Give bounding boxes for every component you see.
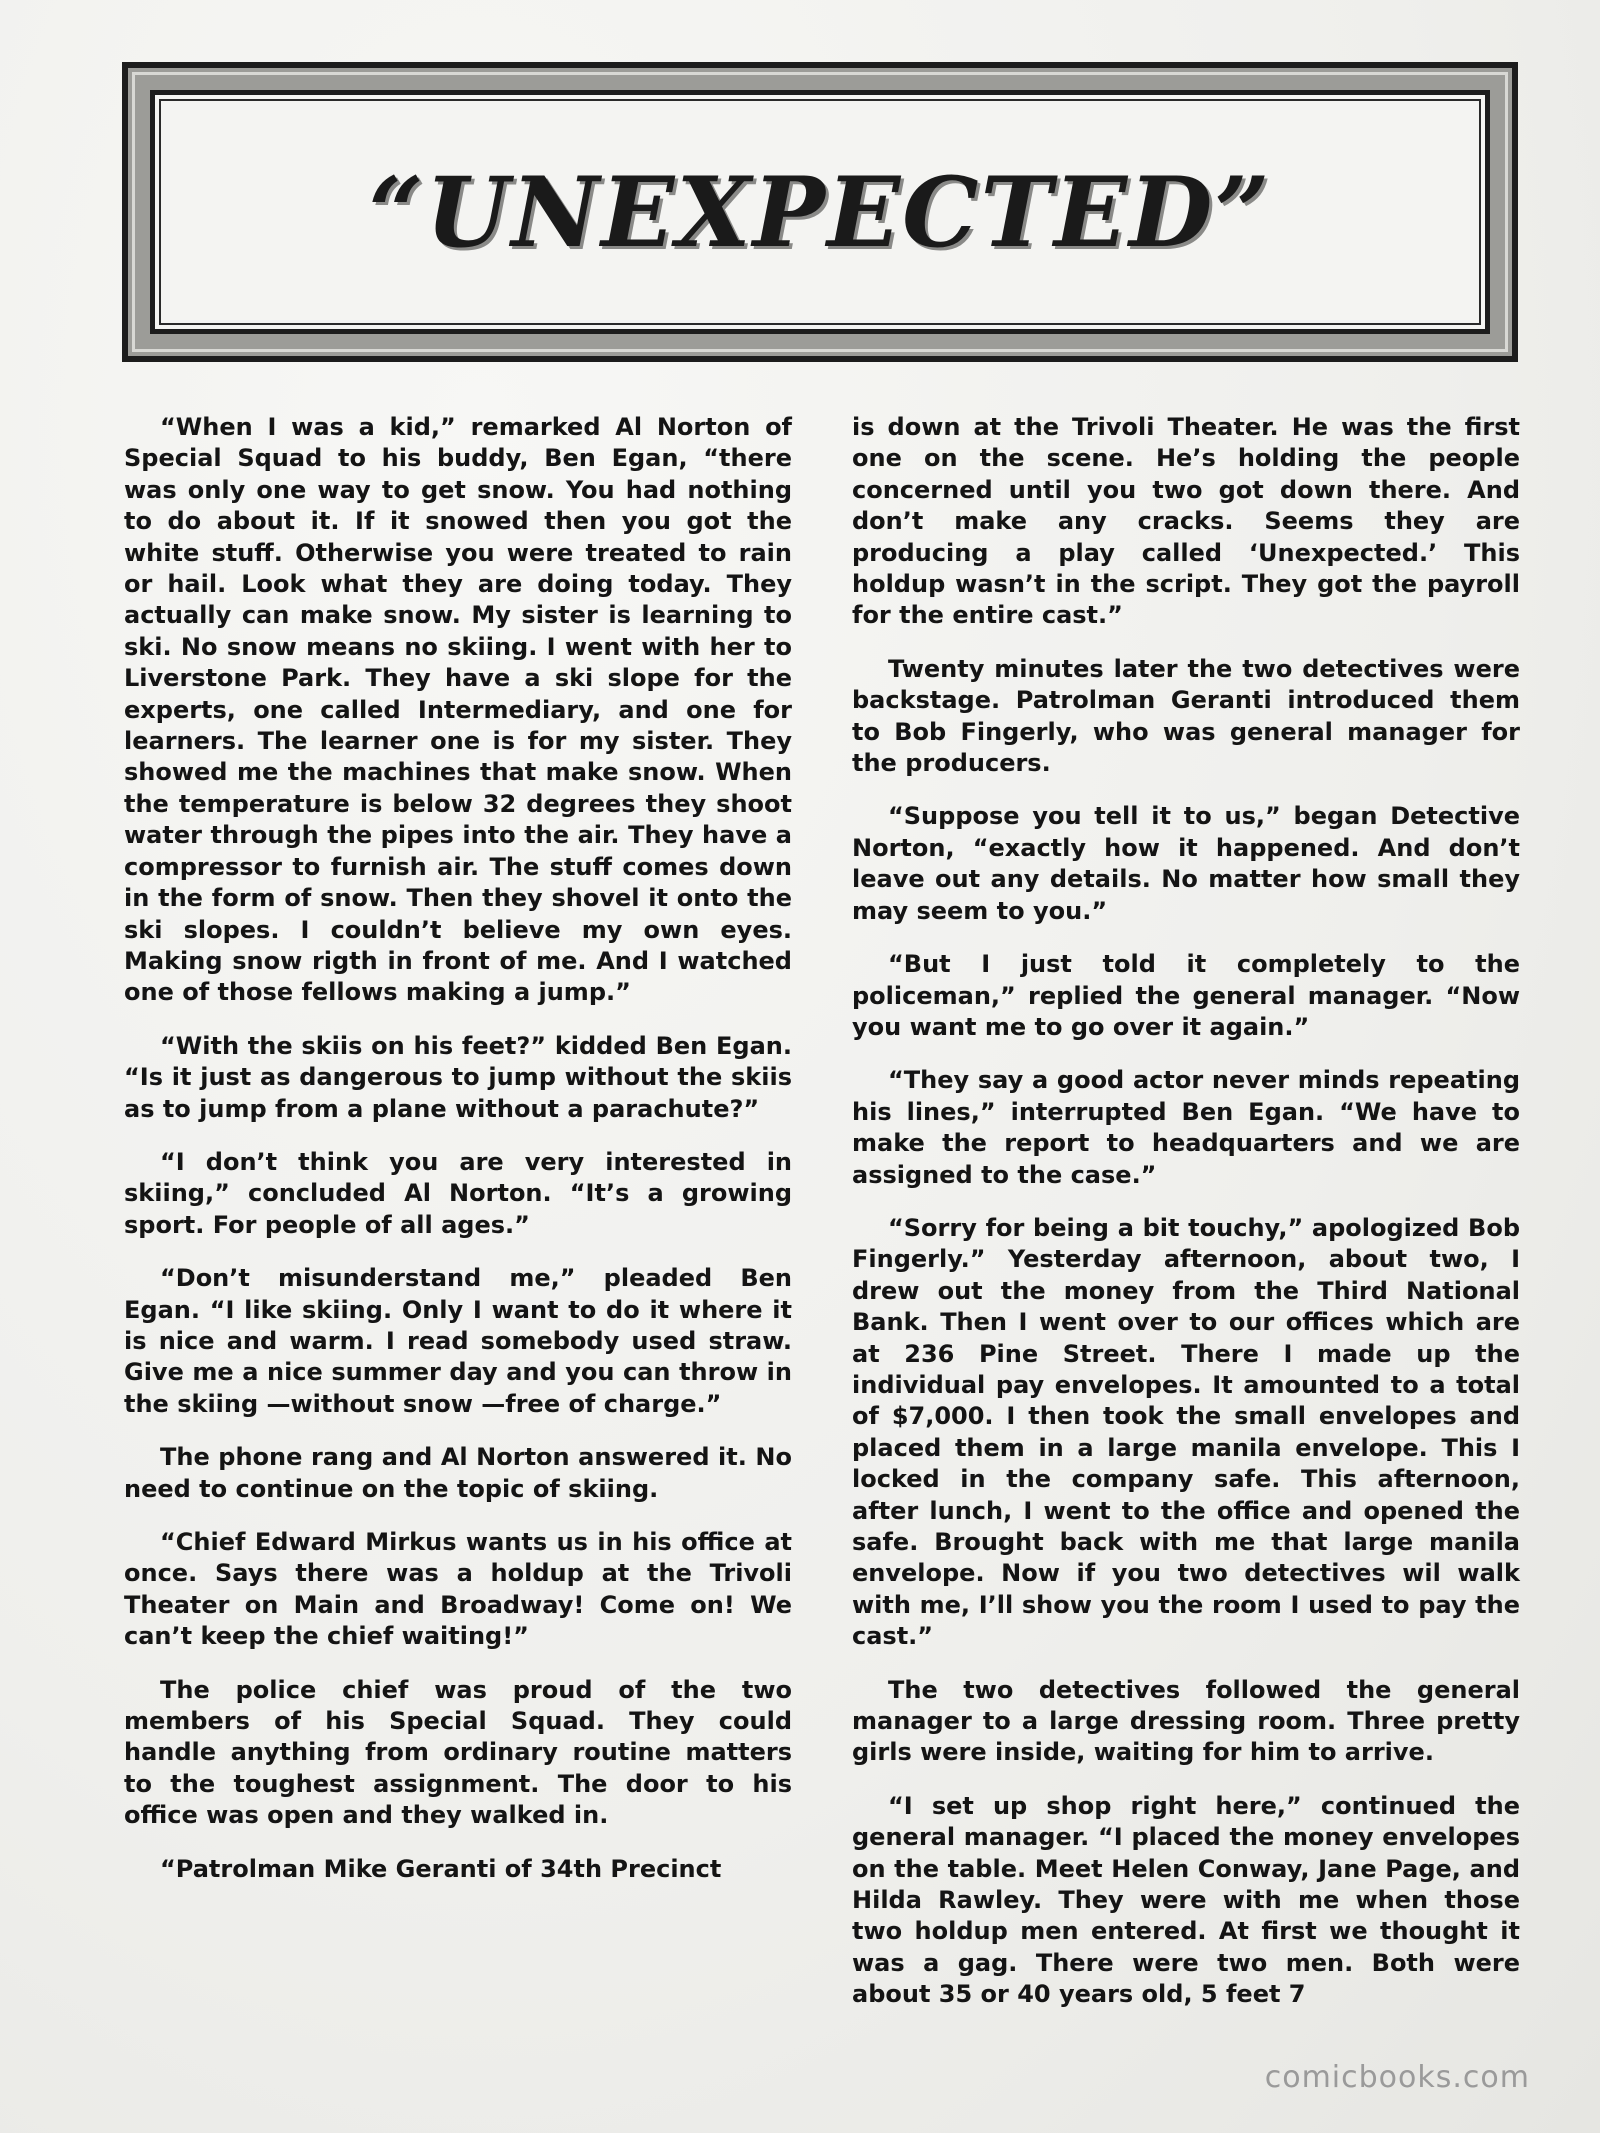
paragraph: “Sorry for being a bit touchy,” apologized Bob Fingerly.” Yesterday afternoon, about two, I drew out the money from the Third National Bank. Then I went over to our offices which are at 236 Pine Street. There I made up the individual pay envelopes. It amounted to a total of $7,000. I then took the small envelopes and placed them in a large manila envelope. This I locked in the company safe. This afternoon, after lunch, I went to the office and opened the safe. Brought back with me that large manila envelope. Now if you two detectives wil walk with me, I’ll show you the room I used to pay the cast.” bbox=[852, 1213, 1520, 1651]
paragraph: “With the skiis on his feet?” kidded Ben Egan. “Is it just as dangerous to jump without the skiis as to jump from a plane without a parachute?” bbox=[124, 1031, 792, 1123]
title-panel bbox=[150, 90, 1490, 334]
paragraph: “When I was a kid,” remarked Al Norton of Special Squad to his buddy, Ben Egan, “there was only one way to get snow. You had nothing to do about it. If it snowed then you got the white stuff. Otherwise you were treated to rain or hail. Look what they are doing today. They actually can make snow. My sister is learning to ski. No snow means no skiing. I went with her to Liverstone Park. They have a ski slope for the experts, one called Intermediary, and one for learners. The learner one is for my sister. They showed me the machines that make snow. When the temperature is below 32 degrees they shoot water through the pipes into the air. They have a compressor to furnish air. The stuff comes down in the form of snow. Then they shovel it onto the ski slopes. I couldn’t believe my own eyes. Making snow rigth in front of me. And I watched one of those fellows making a jump.” bbox=[124, 413, 792, 1007]
paragraph: The police chief was proud of the two members of his Special Squad. They could handle anything from ordinary routine matters to the toughest assignment. The door to his office was open and they walked in. bbox=[124, 1675, 792, 1830]
left-column bbox=[124, 412, 792, 1907]
paragraph: The two detectives followed the general manager to a large dressing room. Three pretty girls were inside, waiting for him to arrive. bbox=[852, 1675, 1520, 1767]
paragraph: “Patrolman Mike Geranti of 34th Precinct bbox=[160, 1854, 722, 1883]
paragraph: “Chief Edward Mirkus wants us in his office at once. Says there was a holdup at the Trivoli Theater on Main and Broadway! Come on! We can’t keep the chief waiting!” bbox=[124, 1528, 792, 1651]
paragraph: “Don’t misunderstand me,” pleaded Ben Egan. “I like skiing. Only I want to do it where it is nice and warm. I read somebody used straw. Give me a nice summer day and you can throw in the skiing —without snow —free of charge.” bbox=[124, 1264, 792, 1418]
paragraph-continued: is down at the Trivoli Theater. He was the first one on the scene. He’s holding the people concerned until you two got down there. And don’t make any cracks. Seems they are producing a play called ‘Unexpected.’ This holdup wasn’t in the script. They got the payroll for the entire cast.” bbox=[852, 413, 1520, 630]
paragraph: “I set up shop right here,” continued the general manager. “I placed the money envelopes on the table. Meet Helen Conway, Jane Page, and Hilda Rawley. They were with me when those two holdup men entered. At first we thought it was a gag. There were two men. Both were about 35 or 40 years old, 5 feet 7 bbox=[852, 1791, 1520, 2009]
title-frame bbox=[122, 62, 1518, 362]
watermark: comicbooks.com bbox=[1264, 2060, 1530, 2095]
paragraph: “Suppose you tell it to us,” began Detective Norton, “exactly how it happened. And don’t leave out any details. No matter how small they may seem to you.” bbox=[852, 802, 1520, 925]
paragraph: Twenty minutes later the two detectives were backstage. Patrolman Geranti introduced them to Bob Fingerly, who was general manager for the producers. bbox=[852, 654, 1520, 778]
paragraph: “But I just told it completely to the policeman,” replied the general manager. “Now you want me to go over it again.” bbox=[852, 950, 1520, 1041]
story-title: “UNEXPECTED” bbox=[368, 155, 1272, 269]
right-column bbox=[852, 412, 1520, 2033]
paragraph: “I don’t think you are very interested in skiing,” concluded Al Norton. “It’s a growing sport. For people of all ages.” bbox=[124, 1147, 792, 1239]
paragraph: The phone rang and Al Norton answered it. No need to continue on the topic of skiing. bbox=[124, 1443, 792, 1503]
paragraph: “They say a good actor never minds repeating his lines,” interrupted Ben Egan. “We have to make the report to headquarters and we are assigned to the case.” bbox=[852, 1066, 1520, 1189]
